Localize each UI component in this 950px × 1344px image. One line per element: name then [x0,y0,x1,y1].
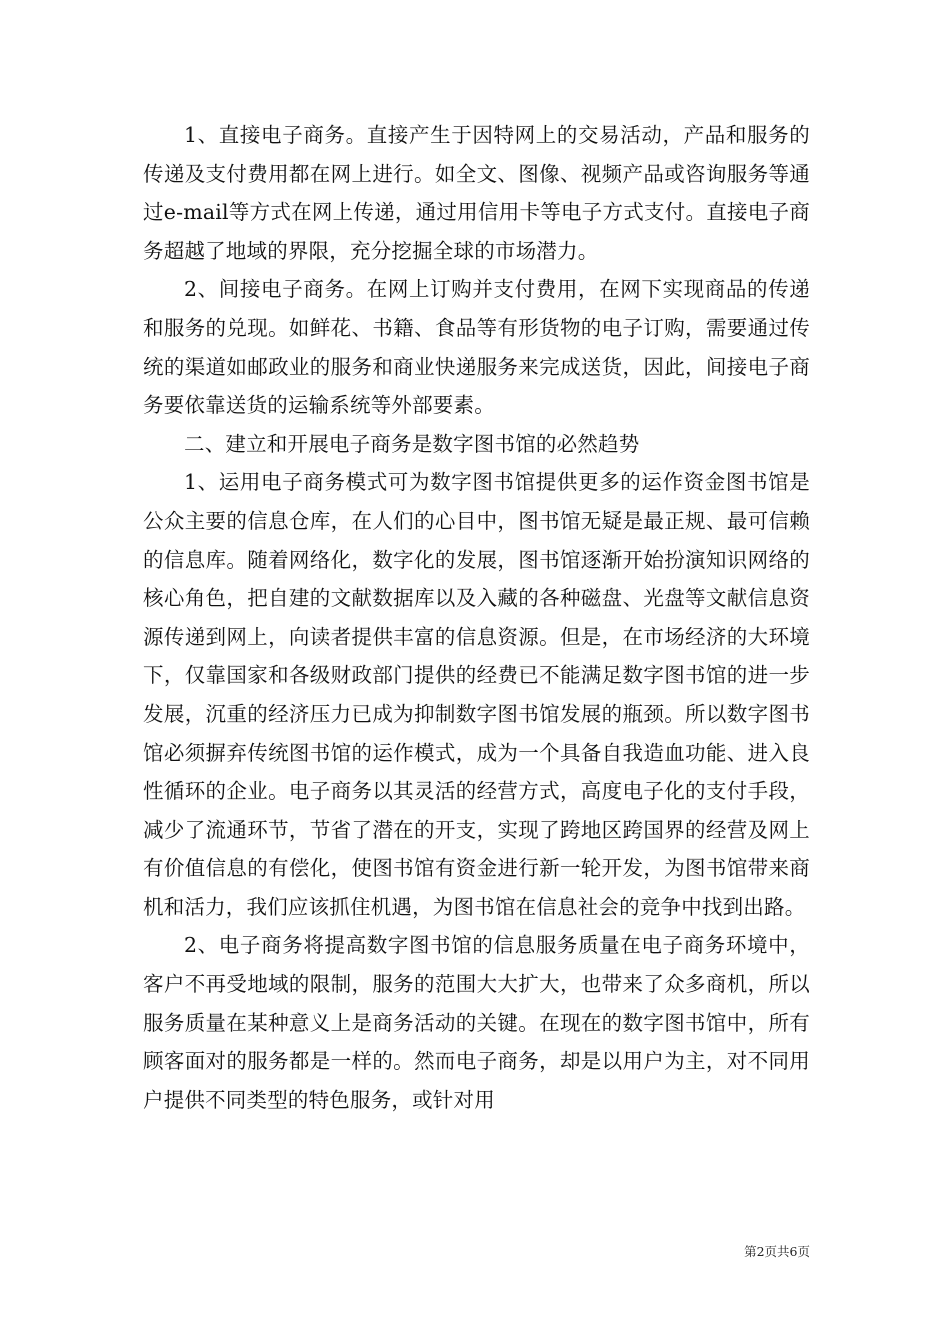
page-number: 第2页共6页 [744,1244,810,1259]
section-heading: 二、建立和开展电子商务是数字图书馆的必然趋势 [184,431,640,456]
document-body [143,116,810,1119]
paragraph-service-quality: 2、电子商务将提高数字图书馆的信息服务质量在电子商务环境中，客户不再受地域的限制，服务的范围大大扩大，也带来了众多商机，所以服务质量在某种意义上是商务活动的关键。在现在的数字图书馆中，所有顾客面对的服务都是一样的。然而电子商务，却是以用户为主，对不同用户提供不同类型的特色服务，或针对用 [143,933,810,1112]
paragraph-indirect-ecommerce: 2、间接电子商务。在网上订购并支付费用，在网下实现商品的传递和服务的兑现。如鲜花、书籍、食品等有形货物的电子订购，需要通过传统的渠道如邮政业的服务和商业快递服务来完成送货，因此，间接电子商务要依靠送货的运输系统等外部要素。 [143,277,810,418]
paragraph-funding: 1、运用电子商务模式可为数字图书馆提供更多的运作资金图书馆是公众主要的信息仓库，在人们的心目中，图书馆无疑是最正规、最可信赖的信息库。随着网络化，数字化的发展，图书馆逐渐开始扮演知识网络的核心角色，把自建的文献数据库以及入藏的各种磁盘、光盘等文献信息资源传递到网上，向读者提供丰富的信息资源。但是，在市场经济的大环境下，仅靠国家和各级财政部门提供的经费已不能满足数字图书馆的进一步发展，沉重的经济压力已成为抑制数字图书馆发展的瓶颈。所以数字图书馆必须摒弃传统图书馆的运作模式，成为一个具备自我造血功能、进入良性循环的企业。电子商务以其灵活的经营方式，高度电子化的支付手段，减少了流通环节，节省了潜在的开支，实现了跨地区跨国界的经营及网上有价值信息的有偿化，使图书馆有资金进行新一轮开发，为图书馆带来商机和活力，我们应该抓住机遇，为图书馆在信息社会的竞争中找到出路。 [143,470,810,919]
paragraph-direct-ecommerce: 1、直接电子商务。直接产生于因特网上的交易活动，产品和服务的传递及支付费用都在网上进行。如全文、图像、视频产品或咨询服务等通过e-mail等方式在网上传递，通过用信用卡等电子方式支付。直接电子商务超越了地域的界限，充分挖掘全球的市场潜力。 [143,123,810,263]
